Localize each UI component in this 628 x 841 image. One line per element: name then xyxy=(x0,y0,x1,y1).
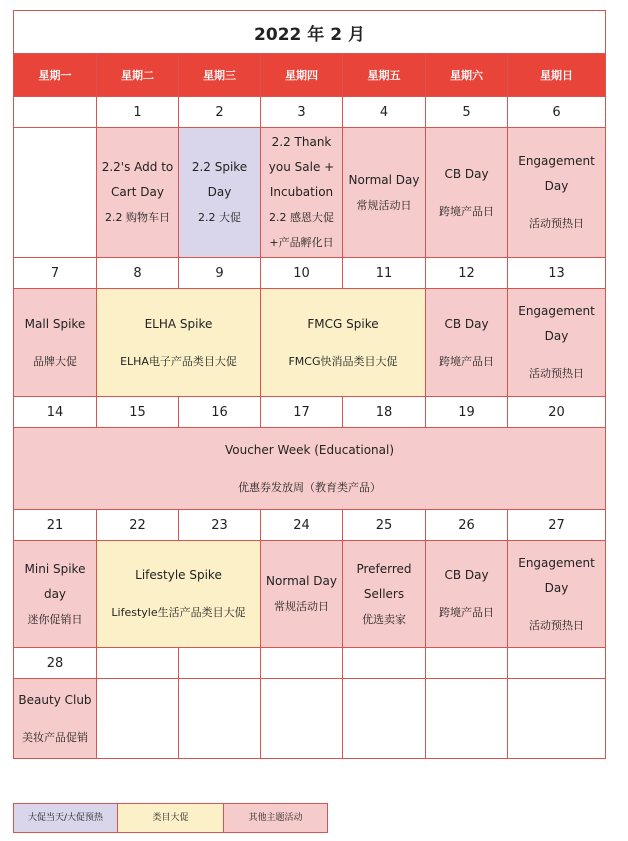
event-subtitle: 跨境产品日 xyxy=(439,354,494,368)
event-subtitle: 活动预热日 xyxy=(529,217,584,230)
event-cell xyxy=(261,541,343,648)
event-title: CB Day xyxy=(444,568,489,582)
date-cell xyxy=(426,648,508,679)
event-cell-empty xyxy=(97,679,179,759)
date-cell: 18 xyxy=(343,397,426,428)
event-cell xyxy=(508,128,606,258)
event-title: Beauty Club xyxy=(18,692,92,707)
event-cell xyxy=(14,541,97,648)
event-cell xyxy=(343,541,426,648)
date-cell: 7 xyxy=(14,258,97,289)
date-cell: 22 xyxy=(97,510,179,541)
event-cell xyxy=(426,541,508,648)
week1-event-row xyxy=(14,128,606,258)
legend-label: 大促当天/大促预热 xyxy=(27,813,104,823)
date-cell: 17 xyxy=(261,397,343,428)
event-subtitle: 常规活动日 xyxy=(274,600,329,613)
date-cell: 28 xyxy=(14,648,97,679)
color-legend xyxy=(13,803,328,833)
event-title: 2.2 Thank you Sale + Incubation xyxy=(268,135,335,199)
event-title: CB Day xyxy=(444,316,489,331)
date-cell: 13 xyxy=(508,258,606,289)
week3-date-row xyxy=(14,397,606,428)
legend-label: 其他主题活动 xyxy=(248,813,303,823)
event-subtitle: 常规活动日 xyxy=(356,198,412,212)
event-cell xyxy=(14,428,606,510)
event-cell-empty xyxy=(343,679,426,759)
event-cell-empty xyxy=(508,679,606,759)
event-cell-empty xyxy=(14,128,97,258)
event-title: Normal Day xyxy=(266,574,337,588)
calendar-title: 2022 年 2 月 xyxy=(14,11,606,54)
date-cell: 10 xyxy=(261,258,343,289)
event-subtitle: ELHA电子产品类目大促 xyxy=(120,354,237,368)
legend-item-spike xyxy=(14,804,117,832)
event-title: Normal Day xyxy=(348,172,420,187)
date-cell: 20 xyxy=(508,397,606,428)
weekday-fri: 星期五 xyxy=(343,54,426,97)
date-cell: 9 xyxy=(179,258,261,289)
date-cell: 12 xyxy=(426,258,508,289)
event-subtitle: 美妆产品促销 xyxy=(22,730,88,744)
event-subtitle: 跨境产品日 xyxy=(439,606,494,619)
event-cell xyxy=(426,289,508,397)
week5-date-row xyxy=(14,648,606,679)
date-cell: 27 xyxy=(508,510,606,541)
date-cell: 14 xyxy=(14,397,97,428)
event-cell xyxy=(508,541,606,648)
event-cell xyxy=(426,128,508,258)
week2-event-row xyxy=(14,289,606,397)
weekday-wed: 星期三 xyxy=(179,54,261,97)
event-cell xyxy=(508,289,606,397)
date-cell: 15 xyxy=(97,397,179,428)
weekday-mon: 星期一 xyxy=(14,54,97,97)
event-cell-empty xyxy=(261,679,343,759)
date-cell xyxy=(179,648,261,679)
date-cell: 23 xyxy=(179,510,261,541)
event-cell xyxy=(343,128,426,258)
event-subtitle: 2.2 感恩大促+产品孵化日 xyxy=(269,211,334,249)
weekday-header-row xyxy=(14,54,606,97)
date-cell xyxy=(97,648,179,679)
week4-date-row xyxy=(14,510,606,541)
weekday-thu: 星期四 xyxy=(261,54,343,97)
weekday-sun: 星期日 xyxy=(508,54,606,97)
event-title: Mall Spike xyxy=(24,316,86,331)
event-cell xyxy=(261,289,426,397)
date-cell: 11 xyxy=(343,258,426,289)
date-cell: 26 xyxy=(426,510,508,541)
weekday-sat: 星期六 xyxy=(426,54,508,97)
event-title: Preferred Sellers xyxy=(356,561,412,601)
event-title: Engagement Day xyxy=(518,154,595,193)
date-cell: 4 xyxy=(343,97,426,128)
date-cell xyxy=(508,648,606,679)
event-title: Engagement Day xyxy=(518,555,595,595)
week3-event-row xyxy=(14,428,606,510)
week2-date-row xyxy=(14,258,606,289)
event-title: ELHA Spike xyxy=(144,316,213,331)
event-subtitle: 2.2 大促 xyxy=(198,211,241,224)
event-subtitle: 跨境产品日 xyxy=(439,204,494,218)
event-subtitle: 活动预热日 xyxy=(529,618,584,632)
date-cell xyxy=(14,97,97,128)
event-cell-empty xyxy=(179,679,261,759)
date-cell: 16 xyxy=(179,397,261,428)
date-cell xyxy=(261,648,343,679)
event-title: FMCG Spike xyxy=(307,316,379,331)
week5-event-row xyxy=(14,679,606,759)
date-cell: 5 xyxy=(426,97,508,128)
date-cell: 1 xyxy=(97,97,179,128)
event-cell-empty xyxy=(426,679,508,759)
legend-item-category xyxy=(117,804,224,832)
weekday-tue: 星期二 xyxy=(97,54,179,97)
week4-event-row xyxy=(14,541,606,648)
event-subtitle: 优选卖家 xyxy=(362,612,406,626)
date-cell: 24 xyxy=(261,510,343,541)
event-cell xyxy=(179,128,261,258)
event-title: Voucher Week (Educational) xyxy=(224,442,395,457)
week1-date-row xyxy=(14,97,606,128)
event-subtitle: Lifestyle生活产品类目大促 xyxy=(111,606,246,619)
date-cell: 2 xyxy=(179,97,261,128)
date-cell: 3 xyxy=(261,97,343,128)
event-cell xyxy=(14,679,97,759)
event-cell xyxy=(97,541,261,648)
legend-item-other xyxy=(224,804,327,832)
date-cell xyxy=(343,648,426,679)
event-subtitle: 优惠券发放周（教育类产品） xyxy=(238,480,381,494)
date-cell: 19 xyxy=(426,397,508,428)
event-title: CB Day xyxy=(444,166,489,181)
event-title: Mini Spike day xyxy=(24,561,86,601)
event-cell xyxy=(97,289,261,397)
event-cell xyxy=(14,289,97,397)
calendar-table xyxy=(13,10,606,759)
event-subtitle: 2.2 购物车日 xyxy=(105,211,170,224)
event-cell xyxy=(261,128,343,258)
event-title: 2.2 Spike Day xyxy=(191,160,248,199)
event-title: 2.2's Add to Cart Day xyxy=(101,160,174,199)
legend-label: 类目大促 xyxy=(152,813,189,823)
event-subtitle: 品牌大促 xyxy=(33,354,77,368)
event-subtitle: 迷你促销日 xyxy=(27,612,83,626)
date-cell: 8 xyxy=(97,258,179,289)
date-cell: 21 xyxy=(14,510,97,541)
event-cell xyxy=(97,128,179,258)
date-cell: 25 xyxy=(343,510,426,541)
date-cell: 6 xyxy=(508,97,606,128)
event-subtitle: FMCG快消品类目大促 xyxy=(288,354,398,368)
event-title: Engagement Day xyxy=(518,304,595,343)
event-subtitle: 活动预热日 xyxy=(529,367,584,380)
event-title: Lifestyle Spike xyxy=(135,568,222,582)
